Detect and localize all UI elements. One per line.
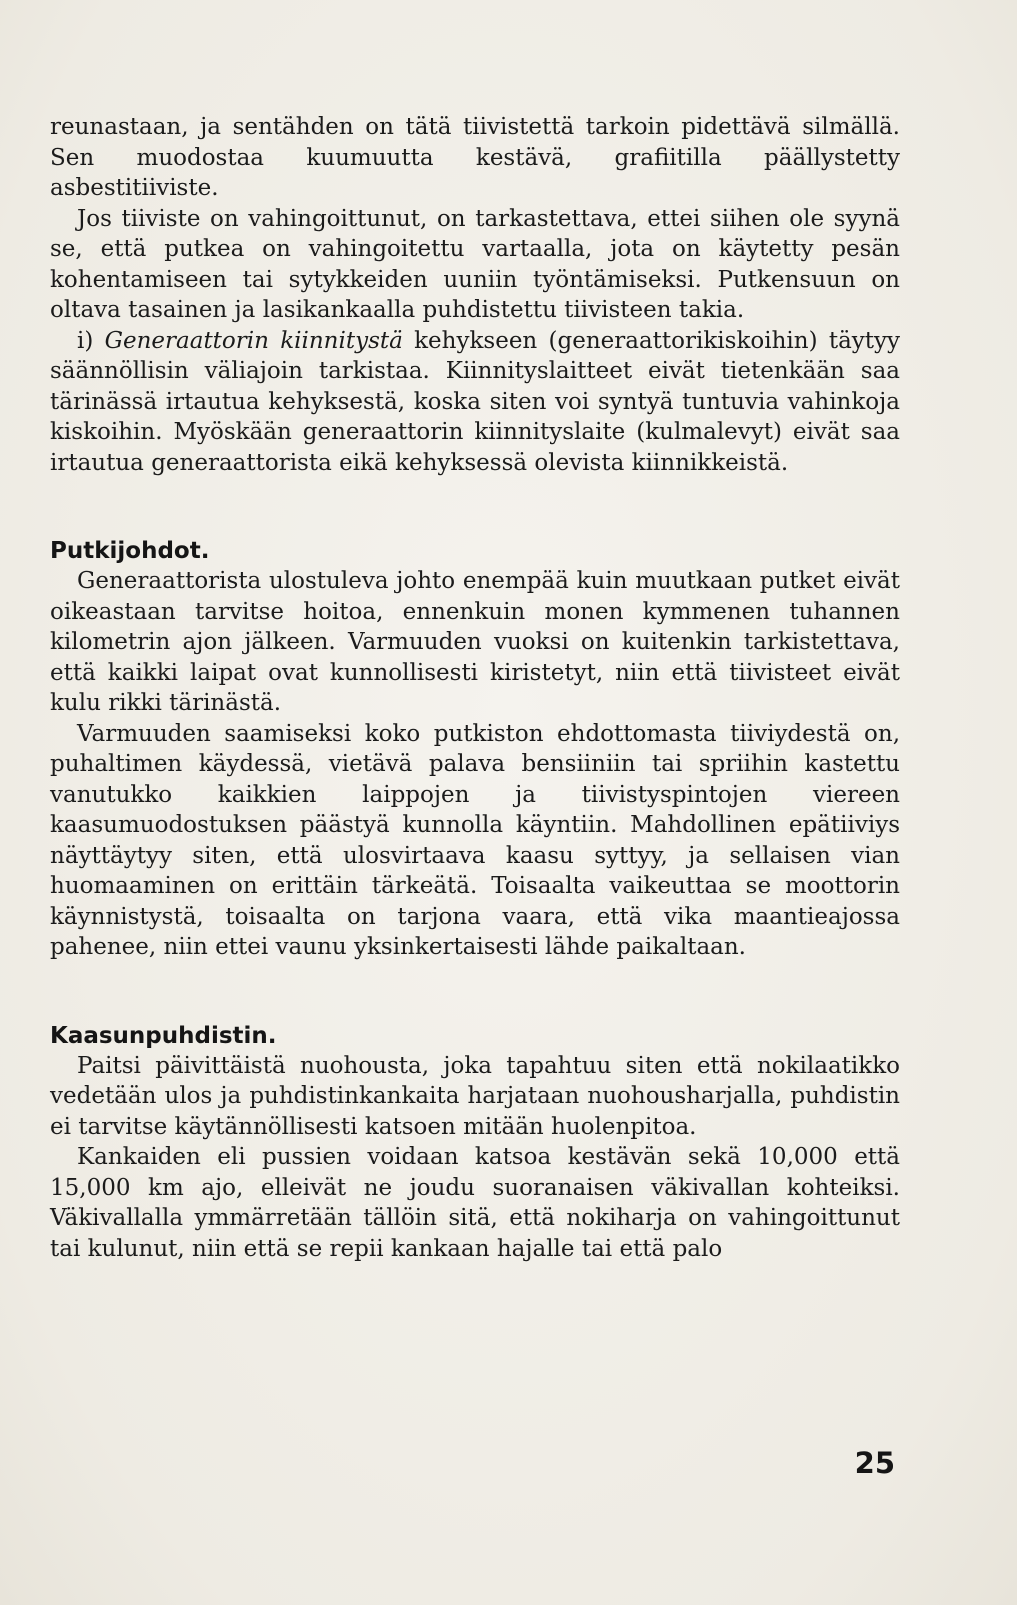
- page-number: 25: [854, 1446, 895, 1480]
- paragraph-tiiviste-damage: Jos tiiviste on vahingoittunut, on tarkastettava, ettei siihen ole syynä se, että putkea on vahingoitettu vartaalla, jota on käytetty pesän kohentamiseen tai sytykkeiden uuniin työntämiseksi. Putkensuun on oltava tasainen ja lasikankaalla puhdistettu tiivisteen takia.: [50, 205, 900, 323]
- heading-putkijohdot: Putkijohdot.: [50, 538, 210, 564]
- paragraph-tiiviste-continued: reunastaan, ja sentähden on tätä tiivistettä tarkoin pidettävä silmällä. Sen muodostaa kuumuutta kestävä, grafiitilla päällystetty asbestitiiviste.: [50, 114, 900, 201]
- paragraph-generator-mounting-text: kehykseen (generaattorikiskoihin) täytyy säännöllisin väliajoin tarkistaa. Kiinnityslaitteet eivät tietenkään saa tärinässä irtautua kehyksestä, koska siten voi syntyä tuntuvia vahinkoja kiskoihin. Myöskään generaattorin kiinnityslaite (kulmalevyt) eivät saa irtautua generaattorista eikä kehyksessä olevista kiinnikkeistä.: [50, 327, 900, 476]
- paragraph-putkijohdot-maintenance: Generaattorista ulostuleva johto enempää kuin muutkaan putket eivät oikeastaan tarvitse hoitoa, ennenkuin monen kymmenen tuhannen kilometrin ajon jälkeen. Varmuuden vuoksi on kuitenkin tarkistettava, että kaikki laipat ovat kunnollisesti kiristetyt, niin että tiivisteet eivät kulu rikki tärinästä.: [50, 568, 900, 716]
- paragraph-generator-mounting: [50, 326, 900, 479]
- list-marker-i: i): [77, 327, 105, 354]
- heading-kaasunpuhdistin: Kaasunpuhdistin.: [50, 1022, 277, 1049]
- page-body: [50, 112, 900, 1264]
- paragraph-putkijohdot-leak-test: Varmuuden saamiseksi koko putkiston ehdottomasta tiiviydestä on, puhaltimen käydessä, vietävä palava bensiiniin tai spriihin kastettu vanutukko kaikkien laippojen ja tiivistyspintojen viereen kaasumuodostuksen päästyä kunnolla käyntiin. Mahdollinen epätiiviys näyttäytyy siten, että ulosvirtaava kaasu syttyy, ja sellaisen vian huomaaminen on erittäin tärkeätä. Toisaalta vaikeuttaa se moottorin käynnistystä, toisaalta on tarjona vaara, että vika maantieajossa pahenee, niin ettei vaunu yksinkertaisesti lähde paikaltaan.: [50, 720, 900, 960]
- paragraph-kaasunpuhdistin-cleaning: Paitsi päivittäistä nuohousta, joka tapahtuu siten että nokilaatikko vedetään ulos ja puhdistinkankaita harjataan nuohousharjalla, puhdistin ei tarvitse käytännöllisesti katsoen mitään huolenpitoa.: [50, 1052, 900, 1140]
- paragraph-kaasunpuhdistin-fabrics: Kankaiden eli pussien voidaan katsoa kestävän sekä 10,000 että 15,000 km ajo, elleivät ne joudu suoranaisen väkivallan kohteiksi. Väkivallalla ymmärretään tällöin sitä, että nokiharja on vahingoittunut tai kulunut, niin että se repii kankaan hajalle tai että palo: [50, 1144, 900, 1262]
- emphasis-generator-mounting: Generaattorin kiinnitystä: [104, 327, 403, 354]
